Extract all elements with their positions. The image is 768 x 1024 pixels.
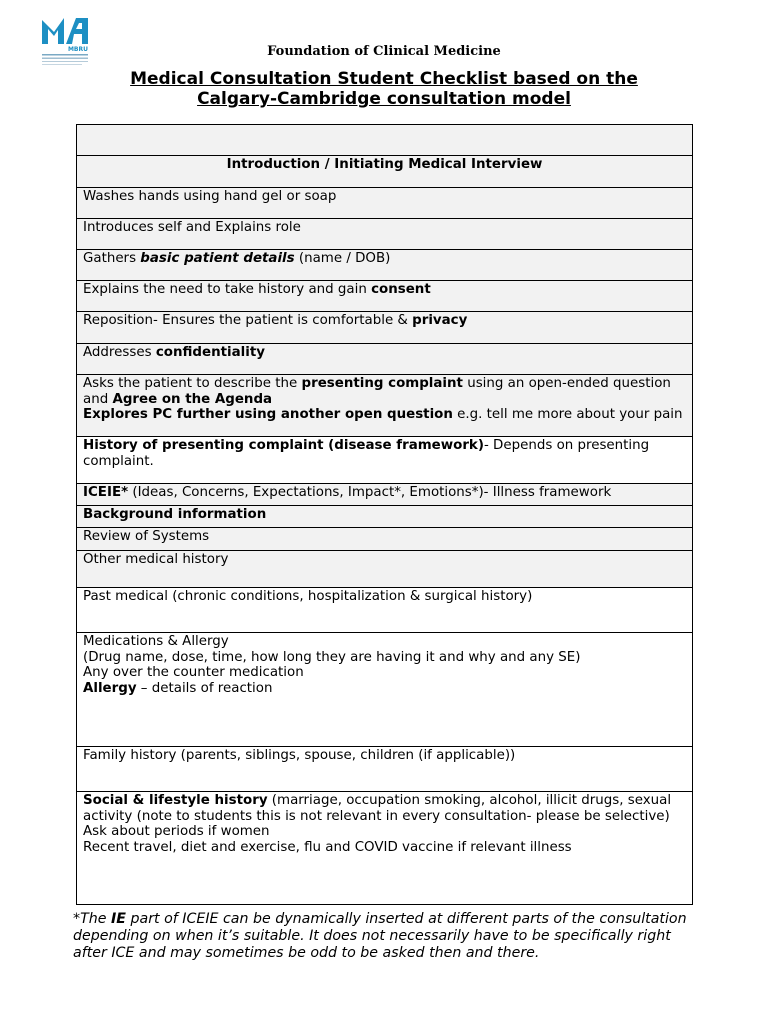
table-row bbox=[77, 344, 693, 375]
organization-name: Foundation of Clinical Medicine bbox=[267, 44, 501, 59]
item-text: e.g. tell me more about your pain bbox=[452, 407, 683, 422]
item-emphasis: consent bbox=[371, 282, 431, 297]
item-text: - Depends on presenting complaint. bbox=[83, 438, 650, 469]
item-emphasis: Agree on the Agenda bbox=[112, 391, 273, 407]
table-row bbox=[77, 250, 693, 281]
footnote bbox=[73, 911, 703, 962]
item-text: Reposition- Ensures the patient is comfortable & bbox=[83, 313, 413, 328]
section-heading-row bbox=[77, 156, 693, 188]
table-row bbox=[77, 375, 693, 437]
title-line-2: Calgary-Cambridge consultation model bbox=[197, 89, 571, 109]
item-text: (marriage, occupation smoking, alcohol, illicit drugs, sexual activity (note to students this is not relevant in every consultation- please be selective) bbox=[83, 793, 672, 824]
table-row bbox=[77, 588, 693, 633]
table-row bbox=[77, 281, 693, 312]
item-medications-allergy bbox=[77, 633, 693, 747]
mbru-logo bbox=[40, 14, 92, 68]
item-text: Medications & Allergy bbox=[83, 634, 229, 649]
item-emphasis: Allergy bbox=[83, 680, 137, 696]
table-row bbox=[77, 484, 693, 506]
item-text: Ask about periods if women bbox=[83, 824, 270, 839]
item-text: (Drug name, dose, time, how long they are having it and why and any SE) bbox=[83, 649, 581, 665]
item-emphasis: privacy bbox=[412, 313, 468, 328]
item-patient-details bbox=[77, 250, 693, 281]
table-row bbox=[77, 312, 693, 344]
item-confidentiality bbox=[77, 344, 693, 375]
item-text: Asks the patient to describe the bbox=[83, 376, 302, 391]
table-row bbox=[77, 437, 693, 484]
item-background-information: Background information bbox=[77, 506, 693, 528]
item-emphasis: Explores PC further using another open question bbox=[83, 407, 453, 422]
table-row bbox=[77, 188, 693, 219]
item-wash-hands: Washes hands using hand gel or soap bbox=[77, 188, 693, 219]
item-text: Addresses bbox=[83, 345, 156, 360]
page-title bbox=[60, 69, 708, 109]
item-introduces-self: Introduces self and Explains role bbox=[77, 219, 693, 250]
table-row bbox=[77, 551, 693, 588]
mbru-logo-mark bbox=[40, 14, 92, 68]
footnote-text: *The bbox=[73, 911, 111, 927]
item-text: Explains the need to take history and gain bbox=[83, 282, 372, 297]
table-row bbox=[77, 747, 693, 792]
item-past-medical: Past medical (chronic conditions, hospitalization & surgical history) bbox=[77, 588, 693, 633]
item-text: Gathers bbox=[83, 251, 141, 266]
table-row bbox=[77, 219, 693, 250]
item-text: (name / DOB) bbox=[294, 251, 391, 266]
table-row bbox=[77, 506, 693, 528]
item-review-of-systems: Review of Systems bbox=[77, 528, 693, 551]
item-history-presenting-complaint bbox=[77, 437, 693, 484]
item-privacy bbox=[77, 312, 693, 344]
item-emphasis: presenting complaint bbox=[301, 376, 463, 391]
item-iceie bbox=[77, 484, 693, 506]
item-text: Recent travel, diet and exercise, flu and COVID vaccine if relevant illness bbox=[83, 839, 572, 855]
blank-header-row bbox=[77, 125, 693, 156]
item-emphasis: Social & lifestyle history bbox=[83, 793, 268, 808]
item-emphasis: History of presenting complaint (disease framework) bbox=[83, 438, 484, 453]
table-row bbox=[77, 792, 693, 905]
item-text: Any over the counter medication bbox=[83, 665, 304, 680]
item-emphasis: basic patient details bbox=[140, 251, 295, 266]
logo-text: MBRU bbox=[67, 46, 88, 53]
table-row bbox=[77, 528, 693, 551]
section-heading: Introduction / Initiating Medical Interview bbox=[77, 156, 693, 188]
table-row bbox=[77, 633, 693, 747]
item-consent bbox=[77, 281, 693, 312]
footnote-emphasis: IE bbox=[111, 911, 126, 927]
item-text: – details of reaction bbox=[136, 680, 273, 696]
item-emphasis: ICEIE* bbox=[83, 485, 129, 500]
item-text: using an open-ended question and bbox=[83, 376, 671, 407]
item-emphasis: confidentiality bbox=[155, 345, 265, 360]
item-family-history: Family history (parents, siblings, spouse, children (if applicable)) bbox=[77, 747, 693, 792]
item-presenting-complaint bbox=[77, 375, 693, 437]
item-other-medical-history: Other medical history bbox=[77, 551, 693, 588]
footnote-text: part of ICEIE can be dynamically inserted at different parts of the consultation depending on when it’s suitable. It does not necessarily have to be specifically right after ICE and may sometimes be odd to be asked then and there. bbox=[73, 911, 687, 961]
checklist-table bbox=[76, 124, 693, 905]
item-social-lifestyle-history bbox=[77, 792, 693, 905]
item-text: (Ideas, Concerns, Expectations, Impact*, Emotions*)- Illness framework bbox=[128, 485, 612, 500]
title-line-1: Medical Consultation Student Checklist based on the bbox=[130, 69, 638, 89]
